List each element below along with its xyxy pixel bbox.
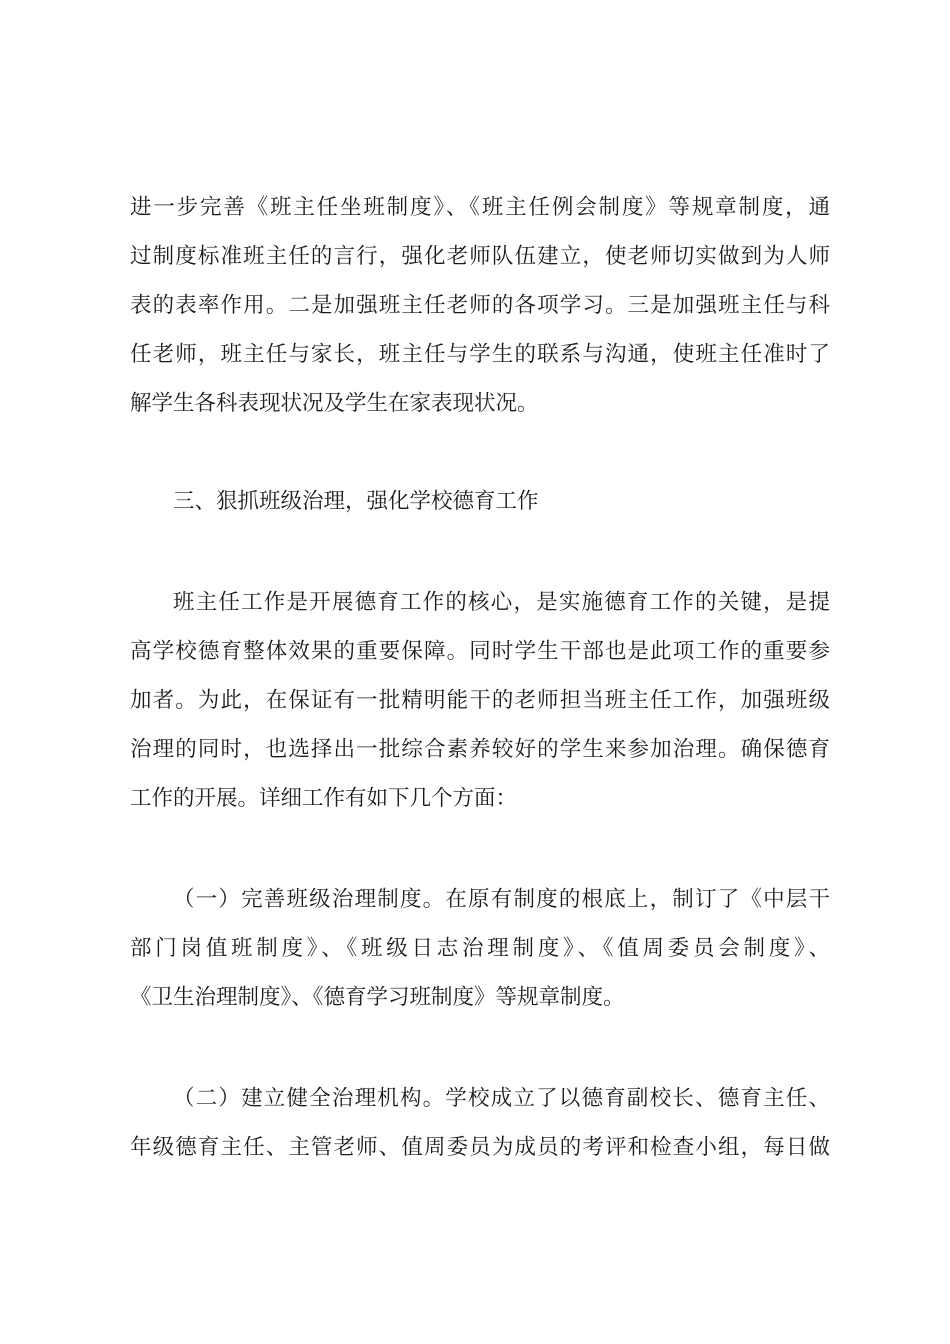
text-line: 高学校德育整体效果的重要保障。同时学生干部也是此项工作的重要参 <box>130 639 830 664</box>
text-line: （一）完善班级治理制度。在原有制度的根底上，制订了《中层干 <box>173 887 830 912</box>
text-line: 部门岗值班制度》、《班级日志治理制度》、《值周委员会制度》、 <box>130 936 830 961</box>
text-line: 工作的开展。详细工作有如下几个方面： <box>130 786 518 811</box>
text-line: 《卫生治理制度》、《德育学习班制度》等规章制度。 <box>130 985 625 1010</box>
text-line: 解学生各科表现状况及学生在家表现状况。 <box>130 391 539 416</box>
text-line: （二）建立健全治理机构。学校成立了以德育副校长、德育主任、 <box>173 1086 830 1111</box>
text-line: 表的表率作用。二是加强班主任老师的各项学习。三是加强班主任与科 <box>130 293 830 318</box>
text-line: 年级德育主任、主管老师、值周委员为成员的考评和检查小组，每日做 <box>130 1135 830 1160</box>
text-line: 进一步完善《班主任坐班制度》、《班主任例会制度》等规章制度，通 <box>130 195 830 220</box>
text-line: 班主任工作是开展德育工作的核心，是实施德育工作的关键，是提 <box>173 590 830 615</box>
text-line: 治理的同时，也选择出一批综合素养较好的学生来参加治理。确保德育 <box>130 737 830 762</box>
text-line: 过制度标准班主任的言行，强化老师队伍建立，使老师切实做到为人师 <box>130 244 830 269</box>
section-heading: 三、狠抓班级治理，强化学校德育工作 <box>173 489 539 514</box>
text-line: 任老师，班主任与家长，班主任与学生的联系与沟通，使班主任准时了 <box>130 342 830 367</box>
text-line: 加者。为此，在保证有一批精明能干的老师担当班主任工作，加强班级 <box>130 688 830 713</box>
